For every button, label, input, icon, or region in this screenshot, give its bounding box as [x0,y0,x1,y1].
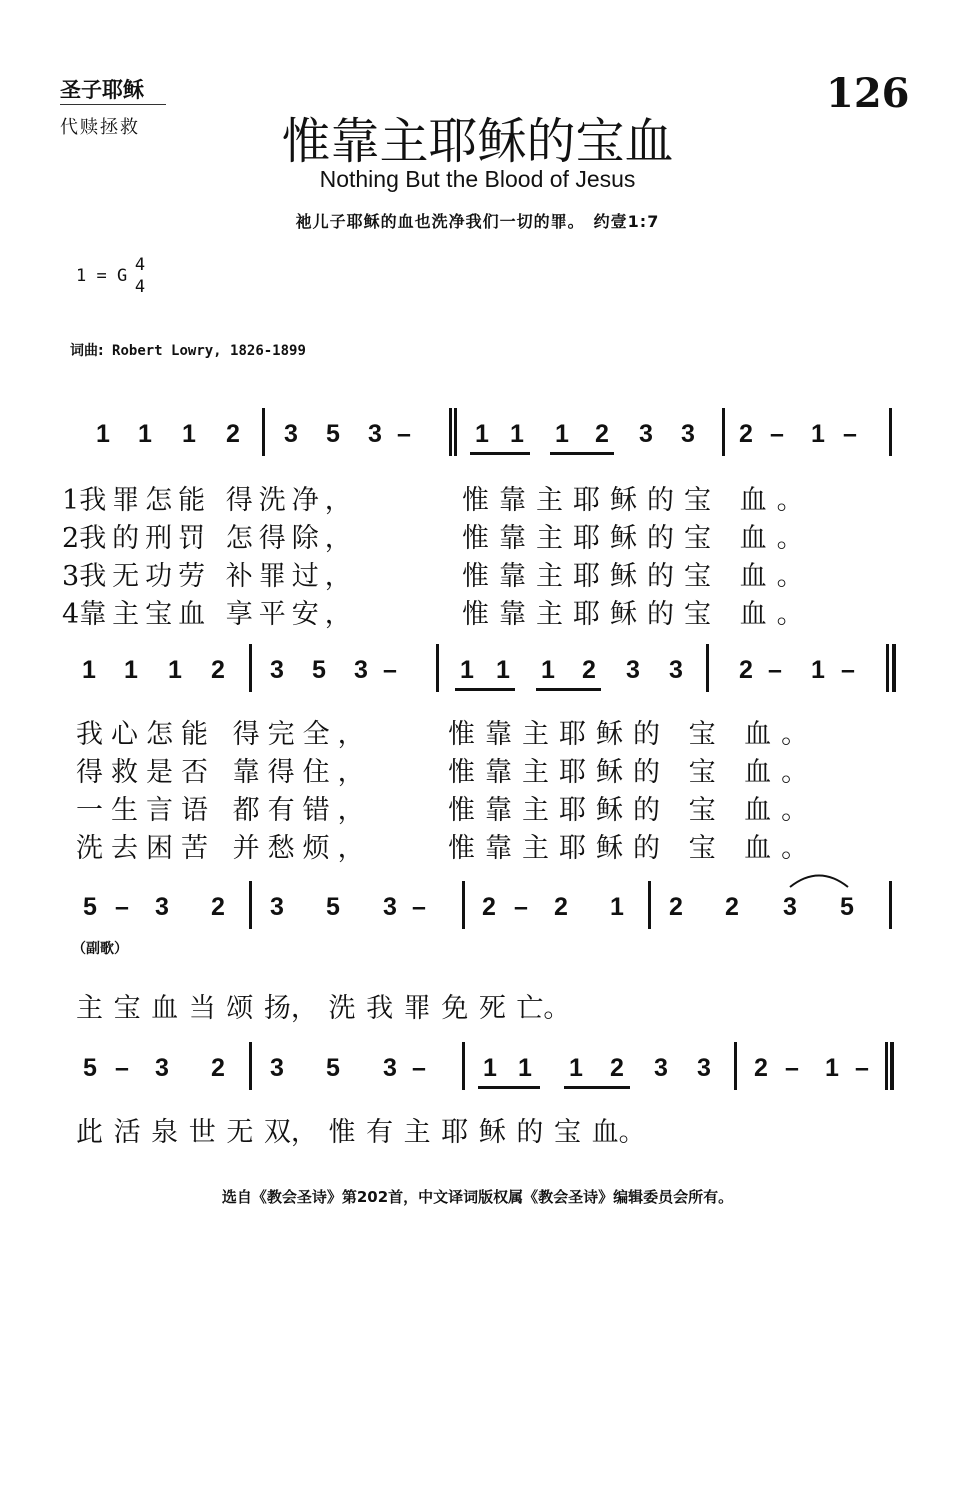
key-signature: 1 = G [76,266,128,286]
final-bar-line [892,644,896,692]
time-signature-top: 4 [134,255,146,275]
bar-line [648,881,651,929]
bar-line [722,408,725,456]
note: – [770,420,784,448]
note: 2 [211,656,225,684]
note: 3 [681,420,695,448]
english-title: Nothing But the Blood of Jesus [319,166,636,192]
lyric-text: 一生言语 都有错， [76,795,373,826]
note: – [397,420,411,448]
slur-mark [786,870,852,890]
note: 3 [270,656,284,684]
bar-line [889,881,892,929]
note: – [412,893,426,921]
lyric-line [62,516,358,555]
note: – [514,893,528,921]
note: 5 [840,893,854,921]
note: 5 [326,893,340,921]
note: 5 [326,420,340,448]
note: 1 [168,656,182,684]
note: 1 [825,1054,839,1082]
note: 3 [383,893,397,921]
bar-line [462,881,465,929]
note: – [412,1054,426,1082]
bar-line [885,1042,888,1090]
lyric-text: 我罪怎能 得洗净， [79,485,358,516]
note: 1 [496,656,510,684]
refrain-text: 惟靠主耶稣的宝 血。 [462,485,814,516]
chorus-label: （副歌） [72,941,128,957]
lyric-text: 洗去困苦 并愁烦， [76,833,373,864]
bar-line [436,644,439,692]
note: 1 [569,1054,583,1082]
note: 3 [669,656,683,684]
note: 2 [226,420,240,448]
final-bar-line [890,1042,894,1090]
refrain-text: 惟靠主耶稣的 宝 血。 [448,833,819,864]
note: 5 [83,893,97,921]
note: – [768,656,782,684]
note: 3 [639,420,653,448]
bar-line [886,644,889,692]
note: 1 [518,1054,532,1082]
note: 1 [811,420,825,448]
eighth-note-underline [478,1086,540,1089]
lyric-line [62,592,358,631]
note: 1 [811,656,825,684]
lyric-text: 我的刑罚 怎得除， [79,523,358,554]
bar-line [249,644,252,692]
note: 2 [554,893,568,921]
note: 2 [739,420,753,448]
note: 3 [654,1054,668,1082]
lyric-text: 我无功劳 补罪过， [79,561,358,592]
refrain-text: 惟靠主耶稣的 宝 血。 [448,795,819,826]
verse-number: 4 [62,599,80,630]
bar-line [249,881,252,929]
note: 1 [483,1054,497,1082]
note: 3 [270,893,284,921]
note: – [841,656,855,684]
credit-label: 词曲: [70,343,104,359]
hymn-title: 惟靠主耶稣的宝血 [281,113,674,170]
note: 2 [482,893,496,921]
note: – [115,893,129,921]
note: 1 [510,420,524,448]
lyric-line [62,478,358,517]
note: – [855,1054,869,1082]
eighth-note-underline [455,688,515,691]
lyric-text: 得救是否 靠得住， [76,757,373,788]
credit-value: Robert Lowry, 1826-1899 [103,343,306,359]
hymn-number: 126 [826,70,910,117]
eighth-note-underline [564,1086,630,1089]
note: 3 [783,893,797,921]
bar-line [249,1042,252,1090]
verse-number: 1 [62,485,80,516]
chorus-lyric: 主 宝 血 当 颂 扬， 洗 我 罪 免 死 亡。 [76,993,571,1024]
note: 2 [754,1054,768,1082]
category-label: 圣子耶稣 [60,77,144,102]
lyric-line [62,554,358,593]
note: 2 [669,893,683,921]
note: – [383,656,397,684]
copyright-footer: 选自《教会圣诗》第202首，中文译词版权属《教会圣诗》编辑委员会所有。 [221,1188,734,1206]
note: 1 [475,420,489,448]
refrain-text: 惟靠主耶稣的宝 血。 [462,561,814,592]
bar-line [449,408,452,456]
bar-line [462,1042,465,1090]
note: 5 [83,1054,97,1082]
note: 2 [610,1054,624,1082]
note: 2 [725,893,739,921]
eighth-note-underline [470,452,530,455]
note: 1 [82,656,96,684]
bar-line [706,644,709,692]
refrain-text: 惟靠主耶稣的 宝 血。 [448,757,819,788]
note: 2 [739,656,753,684]
note: – [785,1054,799,1082]
note: 3 [270,1054,284,1082]
eighth-note-underline [536,688,601,691]
note: 1 [555,420,569,448]
refrain-text: 惟靠主耶稣的宝 血。 [462,523,814,554]
time-signature-bottom: 4 [134,277,146,297]
scripture-reference: 祂儿子耶稣的血也洗净我们一切的罪。 约壹1:7 [295,212,660,231]
note: 5 [326,1054,340,1082]
lyric-text: 靠主宝血 享平安， [79,599,358,630]
bar-line [889,408,892,456]
eighth-note-underline [550,452,614,455]
note: 2 [595,420,609,448]
note: 1 [124,656,138,684]
note: 3 [697,1054,711,1082]
note: 3 [155,1054,169,1082]
note: 3 [383,1054,397,1082]
subcategory-label: 代赎拯救 [60,117,140,138]
note: 5 [312,656,326,684]
note: 1 [541,656,555,684]
refrain-text: 惟靠主耶稣的宝 血。 [462,599,814,630]
note: 3 [284,420,298,448]
verse-number: 3 [62,561,80,592]
note: 1 [610,893,624,921]
note: 3 [368,420,382,448]
bar-line [262,408,265,456]
note: 2 [211,1054,225,1082]
note: 1 [138,420,152,448]
final-lyric: 此 活 泉 世 无 双， 惟 有 主 耶 稣 的 宝 血。 [76,1117,646,1148]
note: – [115,1054,129,1082]
bar-line [734,1042,737,1090]
note: 1 [182,420,196,448]
composer-credit [70,340,306,360]
note: 3 [354,656,368,684]
note: 1 [96,420,110,448]
refrain-text: 惟靠主耶稣的 宝 血。 [448,719,819,750]
bar-line [454,408,457,456]
lyric-text: 我心怎能 得完全， [76,719,373,750]
note: 1 [460,656,474,684]
note: – [843,420,857,448]
time-signature [132,254,148,298]
note: 3 [155,893,169,921]
note: 2 [211,893,225,921]
note: 2 [582,656,596,684]
verse-number: 2 [62,523,80,554]
note: 3 [626,656,640,684]
